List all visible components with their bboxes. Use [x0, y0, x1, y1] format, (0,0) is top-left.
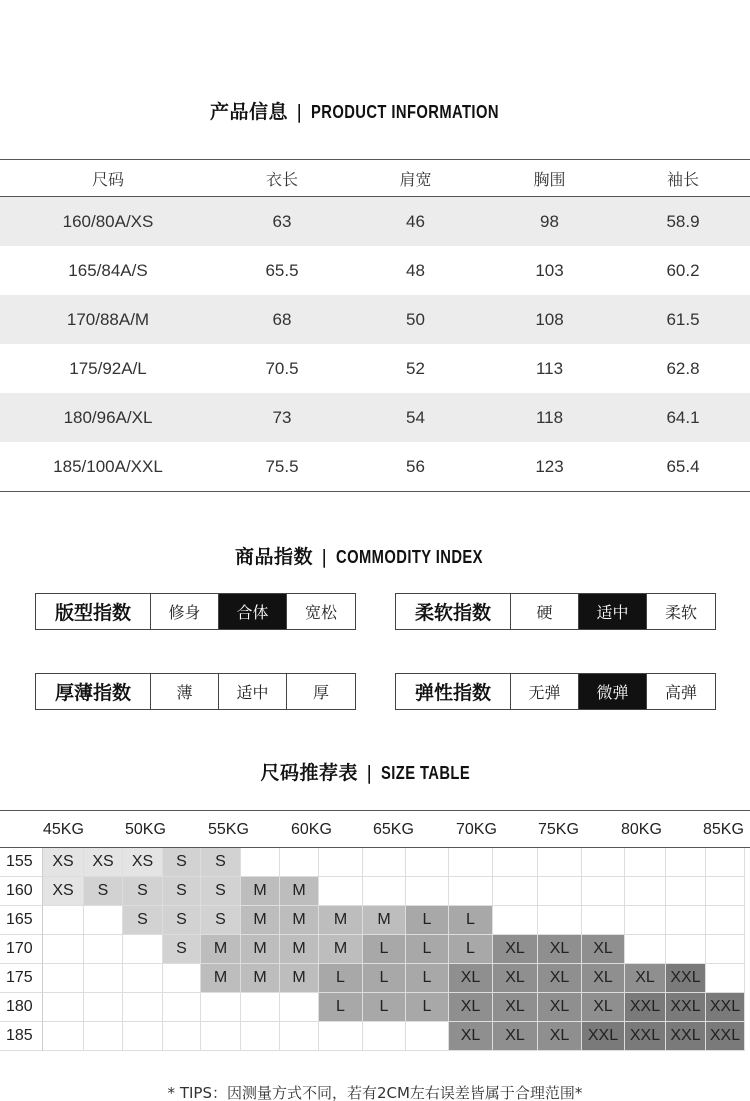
size-cell: M	[201, 964, 241, 993]
size-cell: XXL	[706, 993, 745, 1022]
size-row	[0, 848, 750, 877]
size-cell: S	[201, 877, 241, 906]
index-group-title: 柔软指数	[396, 594, 511, 629]
empty-cell	[582, 848, 625, 877]
empty-cell	[201, 993, 241, 1022]
size-grid	[0, 848, 750, 1051]
empty-cell	[363, 1022, 406, 1051]
table-cell: 54	[406, 407, 425, 427]
table-cell: 61.5	[666, 309, 700, 329]
size-cell: XL	[493, 935, 538, 964]
title-en: PRODUCT INFORMATION	[310, 102, 499, 122]
empty-cell	[582, 877, 625, 906]
size-row	[0, 993, 750, 1022]
empty-cell	[449, 877, 493, 906]
table-cell: 60.2	[666, 260, 700, 280]
index-option-selected: 合体	[219, 594, 287, 629]
size-cell: S	[163, 877, 201, 906]
table-cell: 56	[406, 456, 425, 476]
table-cell: 185/100A/XXL	[53, 456, 163, 476]
title-en: COMMODITY INDEX	[335, 547, 483, 567]
title-separator: |	[365, 762, 373, 784]
weight-header-row	[0, 810, 750, 848]
empty-cell	[319, 1022, 363, 1051]
size-cell: XL	[538, 935, 582, 964]
size-cell: XL	[449, 1022, 493, 1051]
empty-cell	[666, 848, 706, 877]
size-cell: S	[201, 848, 241, 877]
size-cell: L	[406, 906, 449, 935]
commodity-index-title	[0, 542, 750, 569]
size-cell: M	[280, 964, 319, 993]
weight-label: 85KG	[703, 821, 744, 838]
size-cell: XL	[625, 964, 666, 993]
table-cell: 65.5	[265, 260, 299, 280]
table-row	[0, 442, 750, 491]
weight-label: 50KG	[125, 821, 166, 838]
empty-cell	[538, 906, 582, 935]
empty-cell	[449, 848, 493, 877]
size-cell: M	[280, 877, 319, 906]
index-option: 厚	[312, 683, 329, 702]
title-en: SIZE TABLE	[380, 763, 470, 783]
size-cell: L	[406, 935, 449, 964]
empty-cell	[406, 848, 449, 877]
tips-note: * TIPS：因测量方式不同，若有2CM左右误差皆属于合理范围*	[167, 1084, 583, 1101]
size-cell: XXL	[666, 1022, 706, 1051]
empty-cell	[625, 877, 666, 906]
size-cell: L	[363, 964, 406, 993]
size-cell: XL	[538, 1022, 582, 1051]
empty-cell	[319, 877, 363, 906]
size-cell: L	[319, 993, 363, 1022]
size-cell: XS	[123, 848, 163, 877]
table-cell: 123	[535, 456, 564, 476]
empty-cell	[493, 877, 538, 906]
table-cell: 65.4	[666, 456, 700, 476]
size-cell: M	[241, 906, 280, 935]
table-cell: 113	[535, 358, 564, 378]
size-cell: M	[319, 935, 363, 964]
size-row	[0, 935, 750, 964]
empty-cell	[201, 1022, 241, 1051]
weight-label: 60KG	[291, 821, 332, 838]
table-cell: 170/88A/M	[66, 309, 150, 329]
table-cell: 64.1	[666, 407, 700, 427]
height-label: 185	[0, 1022, 43, 1051]
table-cell: 75.5	[265, 456, 299, 476]
empty-cell	[706, 848, 745, 877]
size-cell: S	[123, 906, 163, 935]
table-cell: 108	[535, 309, 564, 329]
size-cell: XL	[449, 964, 493, 993]
empty-cell	[43, 964, 84, 993]
index-group-title: 弹性指数	[396, 674, 511, 709]
index-group	[395, 593, 716, 630]
size-row	[0, 906, 750, 935]
weight-label: 45KG	[43, 821, 84, 838]
empty-cell	[43, 1022, 84, 1051]
table-row	[0, 295, 750, 344]
table-row	[0, 393, 750, 442]
table-cell: 62.8	[666, 358, 700, 378]
size-cell: S	[123, 877, 163, 906]
table-cell: 63	[272, 211, 292, 231]
index-option: 适中	[219, 674, 287, 709]
index-group	[35, 593, 356, 630]
empty-cell	[43, 935, 84, 964]
table-cell: 98	[540, 211, 559, 231]
weight-label: 65KG	[373, 821, 414, 838]
index-option-selected: 适中	[579, 594, 647, 629]
size-cell: L	[363, 935, 406, 964]
empty-cell	[241, 848, 280, 877]
index-option: 高弹	[664, 683, 697, 702]
table-cell: 103	[535, 260, 564, 280]
title-cn: 商品指数	[234, 546, 313, 568]
size-cell: L	[319, 964, 363, 993]
table-row	[0, 246, 750, 295]
height-label: 160	[0, 877, 43, 906]
empty-cell	[493, 906, 538, 935]
table-cell: 52	[406, 358, 425, 378]
size-cell: M	[280, 906, 319, 935]
table-cell: 118	[535, 407, 564, 427]
size-cell: XL	[582, 964, 625, 993]
empty-cell	[406, 877, 449, 906]
index-option: 硬	[511, 594, 579, 629]
empty-cell	[241, 1022, 280, 1051]
index-option: 修身	[151, 594, 219, 629]
column-header: 胸围	[533, 169, 566, 189]
index-option: 宽松	[304, 603, 337, 622]
size-cell: S	[201, 906, 241, 935]
size-cell: XXL	[625, 1022, 666, 1051]
height-label: 180	[0, 993, 43, 1022]
table-cell: 165/84A/S	[68, 260, 148, 280]
empty-cell	[666, 935, 706, 964]
size-cell: L	[449, 906, 493, 935]
height-label: 175	[0, 964, 43, 993]
size-cell: XL	[493, 1022, 538, 1051]
empty-cell	[280, 1022, 319, 1051]
index-group-title: 厚薄指数	[36, 674, 151, 709]
empty-cell	[625, 848, 666, 877]
table-cell: 175/92A/L	[69, 358, 147, 378]
size-cell: M	[241, 877, 280, 906]
weight-label: 75KG	[538, 821, 579, 838]
empty-cell	[706, 964, 745, 993]
size-cell: L	[406, 964, 449, 993]
table-cell: 58.9	[666, 211, 700, 231]
height-label: 170	[0, 935, 43, 964]
size-cell: XL	[582, 935, 625, 964]
size-cell: XL	[538, 993, 582, 1022]
empty-cell	[280, 993, 319, 1022]
empty-cell	[280, 848, 319, 877]
height-label: 165	[0, 906, 43, 935]
empty-cell	[84, 993, 123, 1022]
size-cell: M	[319, 906, 363, 935]
size-cell: XXL	[625, 993, 666, 1022]
index-option: 无弹	[511, 674, 579, 709]
empty-cell	[84, 935, 123, 964]
empty-cell	[493, 848, 538, 877]
title-separator: |	[295, 101, 303, 123]
index-option: 薄	[151, 674, 219, 709]
empty-cell	[84, 964, 123, 993]
size-cell: XL	[493, 964, 538, 993]
size-row	[0, 877, 750, 906]
empty-cell	[43, 993, 84, 1022]
table-cell: 180/96A/XL	[63, 407, 153, 427]
empty-cell	[706, 935, 745, 964]
empty-cell	[538, 877, 582, 906]
empty-cell	[84, 1022, 123, 1051]
table-cell: 73	[272, 407, 292, 427]
empty-cell	[666, 877, 706, 906]
title-cn: 尺码推荐表	[260, 762, 358, 784]
empty-cell	[363, 848, 406, 877]
empty-cell	[625, 935, 666, 964]
table-cell: 68	[272, 309, 292, 329]
table-row	[0, 344, 750, 393]
empty-cell	[84, 906, 123, 935]
empty-cell	[123, 1022, 163, 1051]
index-group-title: 版型指数	[36, 594, 151, 629]
table-cell: 70.5	[265, 358, 299, 378]
size-cell: M	[280, 935, 319, 964]
empty-cell	[538, 848, 582, 877]
size-cell: XS	[43, 848, 84, 877]
size-cell: XL	[538, 964, 582, 993]
index-group	[35, 673, 356, 710]
column-header: 尺码	[91, 169, 124, 189]
empty-cell	[582, 906, 625, 935]
column-header: 肩宽	[399, 169, 432, 189]
title-separator: |	[320, 546, 328, 568]
weight-label: 55KG	[208, 821, 249, 838]
index-option: 柔软	[664, 603, 697, 622]
index-group	[395, 673, 716, 710]
height-label: 155	[0, 848, 43, 877]
empty-cell	[123, 935, 163, 964]
empty-cell	[706, 906, 745, 935]
table-cell: 48	[406, 260, 425, 280]
empty-cell	[625, 906, 666, 935]
empty-cell	[163, 964, 201, 993]
size-cell: S	[163, 935, 201, 964]
size-cell: XS	[84, 848, 123, 877]
size-row	[0, 964, 750, 993]
empty-cell	[319, 848, 363, 877]
empty-cell	[666, 906, 706, 935]
size-cell: XS	[43, 877, 84, 906]
empty-cell	[241, 993, 280, 1022]
empty-cell	[123, 964, 163, 993]
empty-cell	[163, 993, 201, 1022]
size-cell: XL	[449, 993, 493, 1022]
size-cell: S	[84, 877, 123, 906]
empty-cell	[43, 906, 84, 935]
size-cell: M	[241, 964, 280, 993]
size-cell: S	[163, 848, 201, 877]
product-info-table	[0, 159, 750, 492]
size-cell: XXL	[666, 964, 706, 993]
size-cell: M	[363, 906, 406, 935]
size-cell: L	[406, 993, 449, 1022]
size-cell: XL	[582, 993, 625, 1022]
size-cell: M	[241, 935, 280, 964]
size-cell: XXL	[706, 1022, 745, 1051]
size-cell: M	[201, 935, 241, 964]
table-row	[0, 197, 750, 246]
table-cell: 50	[406, 309, 425, 329]
index-option-selected: 微弹	[579, 674, 647, 709]
column-header: 衣长	[265, 169, 298, 189]
product-info-title	[0, 97, 750, 124]
size-cell: XXL	[582, 1022, 625, 1051]
empty-cell	[163, 1022, 201, 1051]
table-cell: 160/80A/XS	[62, 211, 154, 231]
size-cell: XL	[493, 993, 538, 1022]
size-row	[0, 1022, 750, 1051]
empty-cell	[363, 877, 406, 906]
empty-cell	[406, 1022, 449, 1051]
weight-label: 80KG	[621, 821, 662, 838]
table-header-row	[0, 160, 750, 197]
column-header: 袖长	[666, 169, 699, 189]
table-cell: 46	[406, 211, 425, 231]
size-cell: XXL	[666, 993, 706, 1022]
size-cell: S	[163, 906, 201, 935]
size-cell: L	[449, 935, 493, 964]
empty-cell	[123, 993, 163, 1022]
weight-label: 70KG	[456, 821, 497, 838]
empty-cell	[706, 877, 745, 906]
title-cn: 产品信息	[209, 101, 288, 123]
size-table-title	[0, 758, 750, 785]
size-cell: L	[363, 993, 406, 1022]
